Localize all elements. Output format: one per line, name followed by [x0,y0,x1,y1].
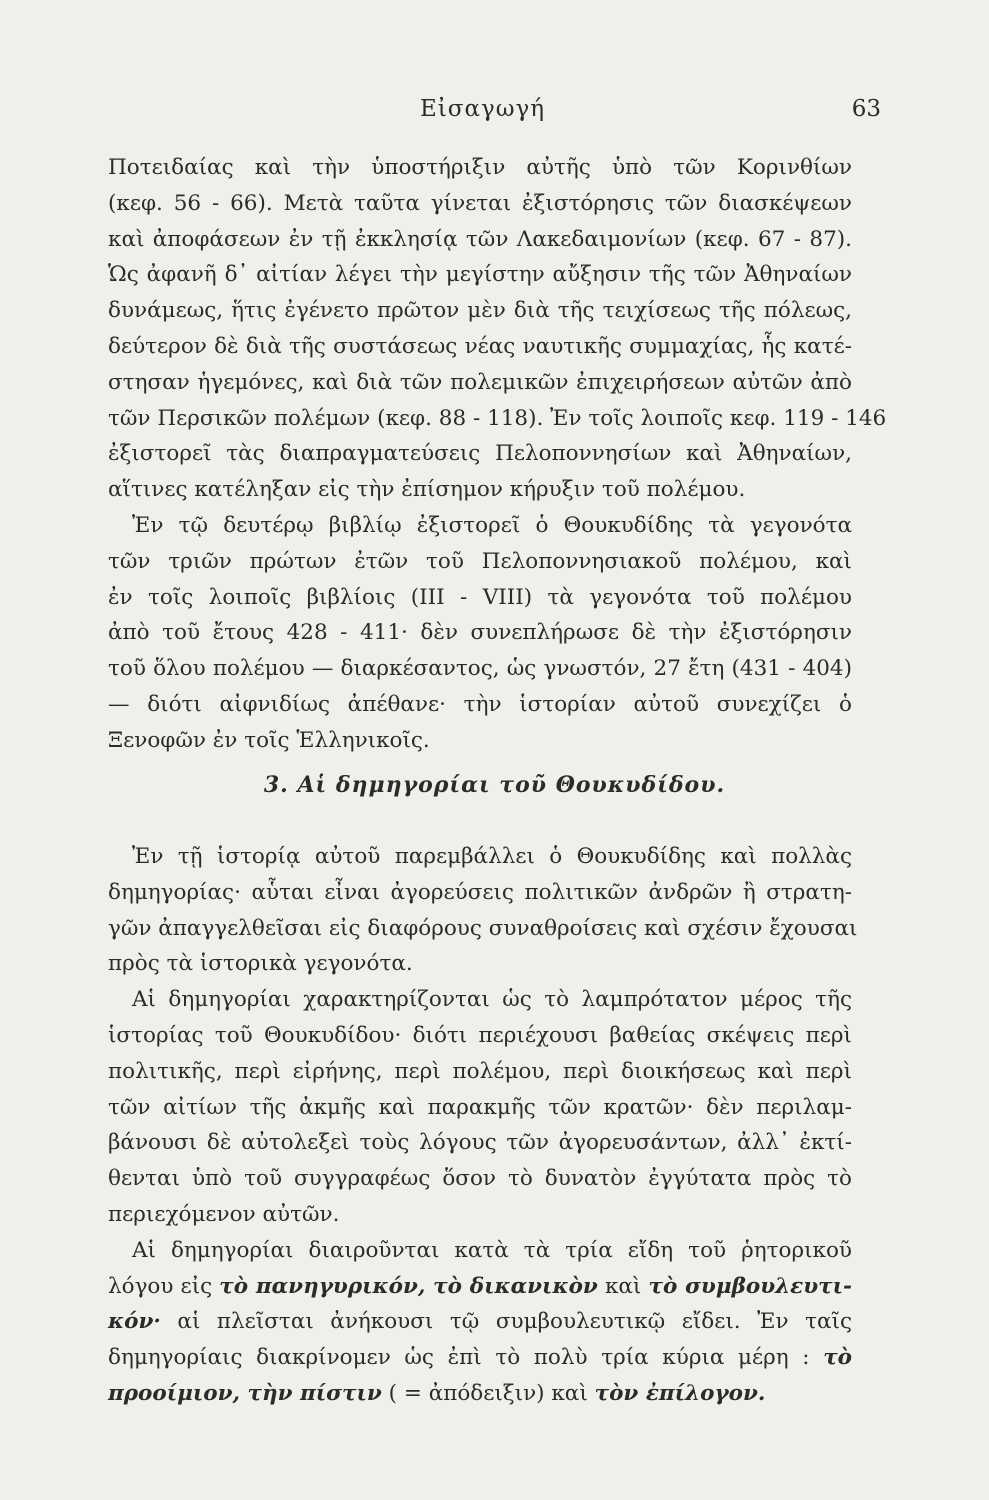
text-line: αἵτινες κατέληξαν εἰς τὴν ἐπίσημον κήρυξιν τοῦ πολέμου. [108,477,746,503]
text-line: τῶν αἰτίων τῆς ἀκμῆς καὶ παρακμῆς τῶν κρατῶν· δὲν περιλαμ- [108,1094,852,1120]
emphasis-text: τὸ [823,1345,852,1371]
text-line [108,1376,852,1412]
text-line: ἐξιστορεῖ τὰς διαπραγματεύσεις Πελοποννησίων καὶ Ἀθηναίων, [108,441,852,467]
text-line: Ξενοφῶν ἐν τοῖς Ἑλληνικοῖς. [108,727,430,753]
emphasis-text: τὸν ἐπίλογον. [594,1380,766,1406]
text-line: περιεχόμενον αὐτῶν. [108,1201,340,1227]
section-heading: 3. Αἱ δημηγορίαι τοῦ Θουκυδίδου. [263,772,726,798]
text-line: — διότι αἰφνιδίως ἀπέθανε· τὴν ἱστορίαν αὐτοῦ συνεχίζει ὁ [108,691,852,717]
paragraph-5 [108,1233,852,1412]
text-line: ἱστορίας τοῦ Θουκυδίδου· διότι περιέχουσι βαθείας σκέψεις περὶ [108,1022,852,1048]
text-line: ἐν τοῖς λοιποῖς βιβλίοις (III - VIII) τὰ γεγονότα τοῦ πολέμου [108,584,852,610]
paragraph-3 [108,839,858,982]
text-line: δημηγορίας· αὗται εἶναι ἀγορεύσεις πολιτικῶν ἀνδρῶν ἢ στρατη- [108,879,852,905]
emphasis-text: προοίμιον, τὴν πίστιν [108,1380,382,1406]
text-line: Ποτειδαίας καὶ τὴν ὑποστήριξιν αὐτῆς ὑπὸ τῶν Κορινθίων [108,155,852,180]
text-run: δημηγορίαις διακρίνομεν ὡς ἐπὶ τὸ πολὺ τρία κύρια μέρη : [108,1345,810,1371]
text-line: Ὡς ἀφανῆ δ᾽ αἰτίαν λέγει τὴν μεγίστην αὔξησιν τῆς τῶν Ἀθηναίων [108,262,852,288]
text-line: δυνάμεως, ἥτις ἐγένετο πρῶτον μὲν διὰ τῆς τειχίσεως τῆς πόλεως, [108,298,852,324]
text-line [108,1340,852,1376]
emphasis-text: κόν· [108,1309,161,1335]
text-line: βάνουσι δὲ αὐτολεξεὶ τοὺς λόγους τῶν ἀγορευσάντων, ἀλλ᾽ ἐκτί- [108,1130,852,1156]
text-line: ἀπὸ τοῦ ἔτους 428 - 411· δὲν συνεπλήρωσε δὲ τὴν ἐξιστόρησιν [108,620,852,646]
text-line: τῶν τριῶν πρώτων ἐτῶν τοῦ Πελοποννησιακοῦ πολέμου, καὶ [108,548,852,574]
text-line: στησαν ἡγεμόνες, καὶ διὰ τῶν πολεμικῶν ἐπιχειρήσεων αὐτῶν ἀπὸ [108,369,852,395]
emphasis-text: τὸ πανηγυρικόν, τὸ δικανικὸν [219,1273,598,1299]
text-line: πρὸς τὰ ἱστορικὰ γεγονότα. [108,951,413,977]
body-text [108,150,887,759]
text-line: καὶ ἀποφάσεων ἐν τῇ ἐκκλησίᾳ τῶν Λακεδαιμονίων (κεφ. 67 - 87). [108,226,852,252]
text-line: γῶν ἀπαγγελθεῖσαι εἰς διαφόρους συναθροίσεις καὶ σχέσιν ἔχουσαι [108,915,858,941]
text-line: Αἱ δημηγορίαι χαρακτηρίζονται ὡς τὸ λαμπρότατον μέρος τῆς [132,987,852,1013]
paragraph-2 [108,508,852,759]
text-line: τῶν Περσικῶν πολέμων (κεφ. 88 - 118). Ἐν τοῖς λοιποῖς κεφ. 119 - 146 [108,405,887,431]
text-line: θενται ὑπὸ τοῦ συγγραφέως ὅσον τὸ δυνατὸν ἐγγύτατα πρὸς τὸ [108,1166,852,1192]
text-run: λόγου εἰς [108,1273,213,1299]
text-line: Ἐν τῇ ἱστορίᾳ αὐτοῦ παρεμβάλλει ὁ Θουκυδίδης καὶ πολλὰς [132,844,852,869]
paragraph-1 [108,150,887,508]
text-line: πολιτικῆς, περὶ εἰρήνης, περὶ πολέμου, περὶ διοικήσεως καὶ περὶ [108,1058,852,1084]
text-line: Αἱ δημηγορίαι διαιροῦνται κατὰ τὰ τρία εἴδη τοῦ ῥητορικοῦ [132,1237,852,1263]
text-line: δεύτερον δὲ διὰ τῆς συστάσεως νέας ναυτικῆς συμμαχίας, ἧς κατέ- [108,333,852,359]
section-text [108,839,858,1412]
text-run: καὶ [604,1273,642,1299]
page-number: 63 [851,96,881,122]
paragraph-4 [108,982,852,1233]
text-run: ( = ἀπόδειξιν) καὶ [388,1380,588,1406]
emphasis-text: τὸ συμβουλευτι- [648,1273,852,1299]
running-head [0,96,989,126]
running-title: Εἰσαγωγή [420,96,546,122]
text-line [108,1269,852,1305]
text-line: (κεφ. 56 - 66). Μετὰ ταῦτα γίνεται ἐξιστόρησις τῶν διασκέψεων [108,190,852,216]
text-line [108,1304,852,1340]
text-line: τοῦ ὅλου πολέμου — διαρκέσαντος, ὡς γνωστόν, 27 ἔτη (431 - 404) [108,656,852,682]
text-line: Ἐν τῷ δευτέρῳ βιβλίῳ ἐξιστορεῖ ὁ Θουκυδίδης τὰ γεγονότα [132,512,852,538]
text-run: αἱ πλεῖσται ἀνήκουσι τῷ συμβουλευτικῷ εἴδει. Ἐν ταῖς [177,1309,852,1335]
